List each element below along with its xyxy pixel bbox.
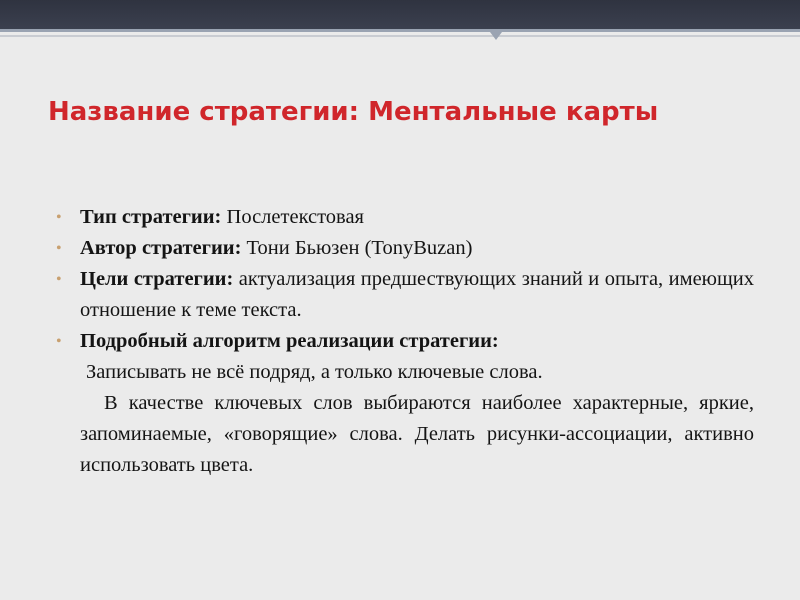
item-text: актуализация предшествующих знаний и опыта, имеющих отношение к теме текста. [80, 268, 755, 321]
top-decorative-bar [0, 0, 800, 32]
item-label: Цели стратегии: [80, 268, 234, 290]
item-text: Послетекстовая [221, 206, 364, 228]
bullet-icon: • [56, 240, 62, 257]
bullet-item-author [56, 233, 754, 264]
top-bar-accent-line [0, 29, 800, 32]
item-label: Автор стратегии: [80, 237, 242, 259]
bullet-item-type [56, 202, 754, 233]
divider-strip [0, 35, 800, 37]
bullet-icon: • [56, 271, 62, 288]
bullet-item-algorithm [56, 326, 754, 357]
bullet-icon: • [56, 209, 62, 226]
bullet-icon: • [56, 333, 62, 350]
item-label: Тип стратегии: [80, 206, 222, 228]
algorithm-paragraph-2: В качестве ключевых слов выбираются наиболее характерные, яркие, запоминаемые, «говорящие» слова. Делать рисунки-ассоциации, активно использовать цвета. [80, 392, 754, 476]
algorithm-paragraph-1: Записывать не всё подряд, а только ключевые слова. [86, 361, 543, 383]
item-label: Подробный алгоритм реализации стратегии: [80, 330, 499, 352]
item-text: Тони Бьюзен (TonyBuzan) [241, 237, 473, 259]
bullet-item-goals [56, 264, 754, 326]
slide-content [56, 202, 754, 481]
triangle-marker-icon [490, 32, 502, 40]
slide-title: Название стратегии: Ментальные карты [48, 97, 659, 127]
